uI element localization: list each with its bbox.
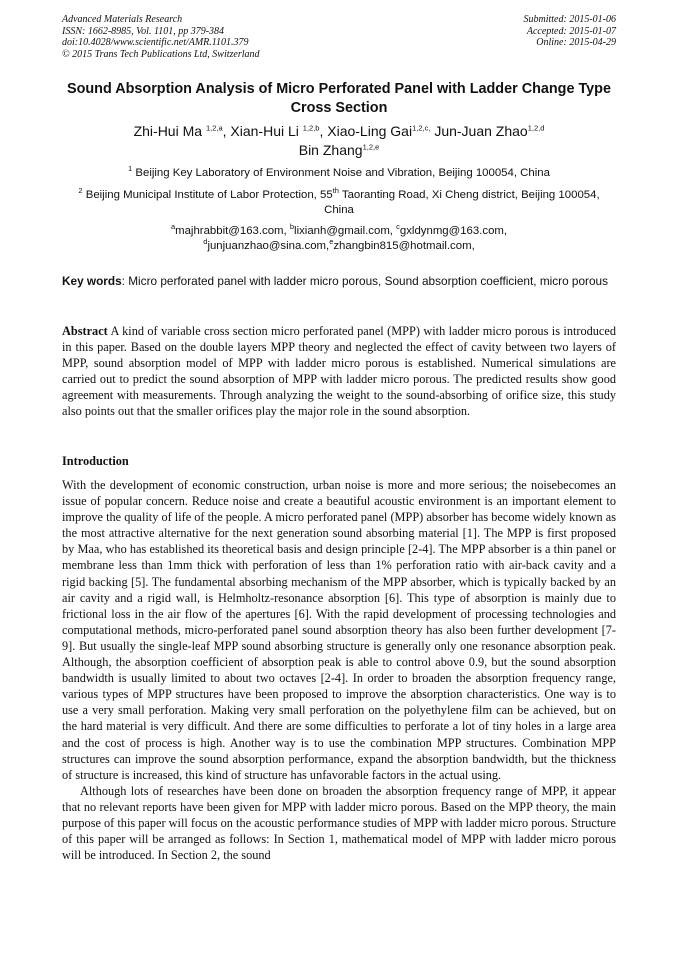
author-separator: ,	[222, 123, 231, 139]
author-name: Jun-Juan Zhao	[434, 123, 528, 139]
author-affiliation-marker: 1,2,c,	[412, 123, 431, 133]
email-address[interactable]: junjuanzhao@sina.com,	[207, 240, 330, 252]
author-affiliation-marker: 1,2,e	[362, 142, 380, 152]
email-address[interactable]: gxldynmg@163.com,	[399, 225, 508, 237]
email-address[interactable]: lixianh@gmail.com,	[294, 225, 397, 237]
email-address[interactable]: zhangbin815@hotmail.com,	[333, 240, 475, 252]
paper-title: Sound Absorption Analysis of Micro Perforated Panel with Ladder Change Type Cross Section	[67, 81, 611, 116]
author-separator: ,	[319, 123, 328, 139]
paragraph: Although lots of researches have been done on broaden the absorption frequency range of MPP, it appear that no relevant reports have been given for MPP with ladder micro porous. Based on the MPP theory, the main purpose of this paper will focus on the acoustic performance studies of MPP with ladder micro porous. Structure of this paper will be arranged as follows: In Section 1, mathematical model of MPP with ladder micro porous will be introduced. In Section 2, the sound	[62, 783, 616, 863]
email-marker: e	[329, 237, 334, 247]
author-name: Xian-Hui Li	[230, 123, 299, 139]
accepted-date: Accepted: 2015-01-07	[526, 25, 616, 37]
email-marker: a	[170, 222, 176, 232]
ordinal-suffix: th	[332, 186, 339, 196]
abstract	[62, 323, 616, 420]
journal-issn: ISSN: 1662-8985, Vol. 1101, pp 379-384	[62, 25, 225, 37]
affiliation-text: Beijing Key Laboratory of Environment Noise and Vibration, Beijing 100054, China	[135, 167, 550, 179]
journal-name: Advanced Materials Research	[62, 14, 183, 25]
email-address[interactable]: majhrabbit@163.com,	[175, 225, 290, 237]
keywords-text: : Micro perforated panel with ladder micro porous, Sound absorption coefficient, micro porous	[121, 274, 608, 288]
email-marker: d	[203, 237, 208, 247]
introduction-heading: Introduction	[62, 454, 129, 468]
author-name: Xiao-Ling Gai	[327, 123, 413, 139]
submitted-date: Submitted: 2015-01-06	[523, 14, 616, 25]
affiliation-text: Beijing Municipal Institute of Labor Protection, 55	[85, 189, 333, 201]
online-date: Online: 2015-04-29	[536, 37, 616, 48]
author-name: Zhi-Hui Ma	[133, 123, 203, 139]
introduction-body	[62, 477, 616, 863]
author-affiliation-marker: 1,2,b	[302, 123, 320, 133]
author-name: Bin Zhang	[298, 142, 363, 158]
abstract-label: Abstract	[62, 324, 108, 338]
affiliation-2	[62, 188, 616, 218]
header-right	[524, 14, 617, 49]
journal-header	[62, 14, 616, 66]
affiliation-text-cont: Taoranting Road, Xi Cheng district, Beijing 100054, China	[324, 189, 600, 216]
email-marker: c	[396, 222, 400, 232]
author-affiliation-marker: 1,2,a	[205, 123, 223, 133]
email-list	[62, 224, 616, 254]
keywords-label: Key words	[62, 274, 122, 288]
affiliation-1	[62, 166, 616, 181]
abstract-text: A kind of variable cross section micro perforated panel (MPP) with ladder micro porous is introduced in this paper. Based on the double layers MPP theory and neglected the effect of cavity between two layers of MPP, sound absorption model of MPP with ladder micro porous is established. Numerical simulations are carried out to predict the sound absorption of MPP with ladder micro porous. The predicted results show good agreement with measurements. Through analyzing the weight to the sound-absorbing of orifice size, this study also points out that the smaller orifices play the major role in the sound absorption.	[62, 324, 616, 419]
article-doi[interactable]: doi:10.4028/www.scientific.net/AMR.1101.379	[62, 37, 249, 48]
affiliation-number: 2	[78, 186, 83, 196]
keywords	[62, 273, 616, 289]
author-list	[62, 122, 616, 160]
paragraph: With the development of economic construction, urban noise is more and more serious; the noisebecomes an issue of popular concern. Reduce noise and create a beautiful acoustic environment is an important element to improve the quality of life of the people. A micro perforated panel (MPP) absorber has become widely known as the most attractive alternative for the next generation sound absorbing material [1]. The MPP is first proposed by Maa, who has established its theoretical basis and design principle [2-4]. The MPP absorber is a thin panel or membrane less than 1mm thick with perforation of less than 1% perforation ratio with air-back cavity and a rigid backing [5]. The fundamental absorbing mechanism of the MPP absorber, which is typically backed by an air cavity and a rigid wall, is Helmholtz-resonance absorption [6]. This type of absorption is mainly due to frictional loss in the air flow of the apertures [6]. With the rapid development of processing technologies and computational methods, micro-perforated panel sound absorption theory has also been further development [7-9]. But usually the single-leaf MPP sound absorbing structure is generally only one resonance absorption peak. Although, the absorption coefficient of absorption peak is able to control above 0.9, but the sound absorption bandwidth is usually limited to about two octaves [2-4]. In order to broaden the absorption frequency range, various types of MPP structures have been proposed to improve the absorption characteristics. One way is to use a very small perforation. Making very small perforation on the polyethylene film can be achieved, but on the hard material is very difficult. And there are some difficulties to perforate a lot of tiny holes in a large area and the cost of process is high. Another way is to use the combination MPP structures. Combination MPP structures can improve the sound absorption performance, expand the absorption bandwidth, but the thickness of structure is increased, this kind of structure has unfavorable factors in the actual using.	[62, 478, 616, 782]
copyright-line: © 2015 Trans Tech Publications Ltd, Switzerland	[62, 48, 260, 60]
affiliation-number: 1	[128, 164, 133, 174]
author-affiliation-marker: 1,2,d	[527, 123, 545, 133]
header-left	[62, 14, 260, 60]
email-marker: b	[289, 222, 295, 232]
